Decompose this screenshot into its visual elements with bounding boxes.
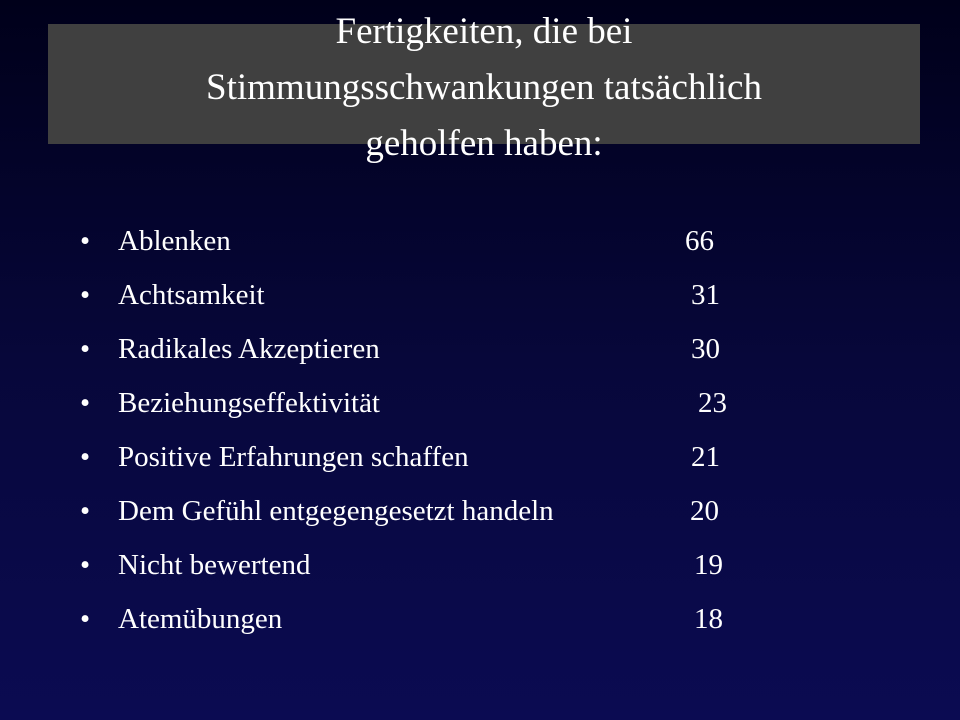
skill-label: Dem Gefühl entgegengesetzt handeln [118, 495, 554, 527]
skill-label: Atemübungen [118, 603, 283, 635]
skill-label: Beziehungseffektivität [118, 387, 380, 419]
list-item [80, 592, 840, 646]
skill-count: 18 [694, 603, 723, 635]
bullet-icon: • [80, 603, 91, 635]
skill-count: 23 [698, 387, 727, 419]
title-line-1: Fertigkeiten, die bei [335, 11, 633, 52]
bullet-icon: • [80, 441, 91, 473]
bullet-icon: • [80, 225, 91, 257]
skill-label: Ablenken [118, 225, 231, 257]
skill-label: Nicht bewertend [118, 549, 311, 581]
bullet-icon: • [80, 549, 91, 581]
skill-count: 31 [691, 279, 720, 311]
bullet-icon: • [80, 387, 91, 419]
skill-count: 66 [685, 225, 714, 257]
slide-title [48, 4, 920, 172]
skills-list [80, 214, 840, 646]
title-line-2: Stimmungsschwankungen tatsächlich [206, 67, 762, 108]
title-line-3: geholfen haben: [365, 123, 603, 164]
bullet-icon: • [80, 279, 91, 311]
skill-label: Positive Erfahrungen schaffen [118, 441, 469, 473]
list-item [80, 376, 840, 430]
skill-count: 20 [690, 495, 719, 527]
bullet-icon: • [80, 495, 91, 527]
list-item [80, 538, 840, 592]
skill-count: 19 [694, 549, 723, 581]
list-item [80, 268, 840, 322]
bullet-icon: • [80, 333, 91, 365]
list-item [80, 322, 840, 376]
list-item [80, 214, 840, 268]
skill-count: 30 [691, 333, 720, 365]
skill-label: Radikales Akzeptieren [118, 333, 380, 365]
skill-count: 21 [691, 441, 720, 473]
list-item [80, 430, 840, 484]
skill-label: Achtsamkeit [118, 279, 265, 311]
list-item [80, 484, 840, 538]
